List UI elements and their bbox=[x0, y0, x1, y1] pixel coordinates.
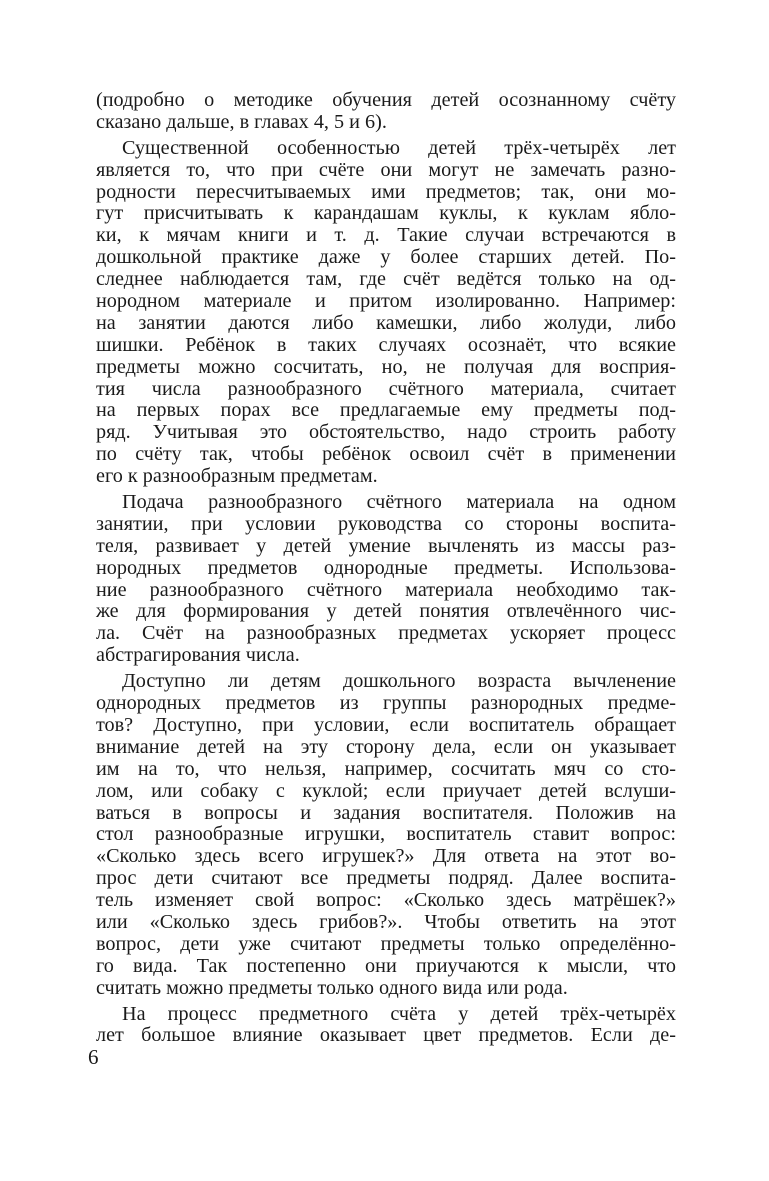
text-line: На процесс предметного счёта у детей трёх-четырёх bbox=[122, 1002, 676, 1025]
text-line: является то, что при счёте они могут не замечать разно- bbox=[96, 158, 676, 181]
text-line: на занятии даются либо камешки, либо жолуди, либо bbox=[96, 311, 676, 334]
text-line: же для формирования у детей понятия отвлечённого чис- bbox=[96, 600, 676, 623]
text-line: однородных предметов из группы разнородных предме- bbox=[96, 692, 676, 715]
text-line: следнее наблюдается там, где счёт ведётся только на од- bbox=[96, 268, 676, 291]
text-line: гут присчитывать к карандашам куклы, к куклам ябло- bbox=[96, 202, 676, 225]
page-number: 6 bbox=[88, 1045, 99, 1069]
text-line: (подробно о методике обучения детей осознанному счёту bbox=[96, 89, 676, 111]
text-line: на первых порах все предлагаемые ему предметы под- bbox=[96, 399, 676, 422]
text-line: «Сколько здесь всего игрушек?» Для ответа на этот во- bbox=[96, 845, 676, 868]
text-line: предметы можно сосчитать, но, не получая для восприя- bbox=[96, 355, 676, 378]
text-line: лет большое влияние оказывает цвет предметов. Если де- bbox=[96, 1024, 676, 1047]
text-line: ла. Счёт на разнообразных предметах ускоряет процесс bbox=[96, 622, 676, 645]
paragraph bbox=[96, 671, 676, 999]
text-line: го вида. Так постепенно они приучаются к мысли, что bbox=[96, 954, 676, 977]
text-line: тия числа разнообразного счётного материала, считает bbox=[96, 377, 676, 400]
body-text bbox=[96, 90, 676, 1047]
paragraph bbox=[96, 90, 676, 134]
text-line: ние разнообразного счётного материала необходимо так- bbox=[96, 578, 676, 601]
paragraph bbox=[96, 492, 676, 667]
text-line: по счёту так, чтобы ребёнок освоил счёт в применении bbox=[96, 443, 676, 466]
text-line: ряд. Учитывая это обстоятельство, надо строить работу bbox=[96, 421, 676, 444]
text-line: дошкольной практике даже у более старших детей. По- bbox=[96, 246, 676, 269]
text-line: его к разнообразным предметам. bbox=[96, 465, 378, 488]
text-line: Существенной особенностью детей трёх-четырёх лет bbox=[122, 136, 676, 159]
paragraph bbox=[96, 1004, 676, 1048]
text-line: родности пересчитываемых ими предметов; так, они мо- bbox=[96, 180, 676, 203]
text-line: нородных предметов однородные предметы. Использова- bbox=[96, 556, 676, 579]
text-line: абстрагирования числа. bbox=[96, 644, 300, 667]
text-line: Доступно ли детям дошкольного возраста вычленение bbox=[122, 670, 676, 693]
text-line: нородном материале и притом изолированно. Например: bbox=[96, 290, 676, 313]
text-line: ваться в вопросы и задания воспитателя. Положив на bbox=[96, 801, 676, 824]
text-line: считать можно предметы только одного вида или рода. bbox=[96, 976, 568, 999]
text-line: внимание детей на эту сторону дела, если он указывает bbox=[96, 735, 676, 758]
text-line: Подача разнообразного счётного материала на одном bbox=[122, 491, 676, 514]
text-line: или «Сколько здесь грибов?». Чтобы ответить на этот bbox=[96, 910, 676, 933]
text-line: шишки. Ребёнок в таких случаях осознаёт, что всякие bbox=[96, 333, 676, 356]
text-line: теля, развивает у детей умение вычленять из массы раз- bbox=[96, 534, 676, 557]
text-line: занятии, при условии руководства со стороны воспита- bbox=[96, 512, 676, 535]
text-line: лом, или собаку с куклой; если приучает детей вслуши- bbox=[96, 779, 676, 802]
text-line: вопрос, дети уже считают предметы только определённо- bbox=[96, 932, 676, 955]
text-line: тов? Доступно, при условии, если воспитатель обращает bbox=[96, 713, 676, 736]
text-line: ки, к мячам книги и т. д. Такие случаи встречаются в bbox=[96, 224, 676, 247]
text-line: стол разнообразные игрушки, воспитатель ставит вопрос: bbox=[96, 823, 676, 846]
text-line: прос дети считают все предметы подряд. Далее воспита- bbox=[96, 867, 676, 890]
text-line: им на то, что нельзя, например, сосчитать мяч со сто- bbox=[96, 757, 676, 780]
text-line: сказано дальше, в главах 4, 5 и 6). bbox=[96, 110, 387, 133]
text-line: тель изменяет свой вопрос: «Сколько здесь матрёшек?» bbox=[96, 889, 676, 912]
paragraph bbox=[96, 138, 676, 488]
